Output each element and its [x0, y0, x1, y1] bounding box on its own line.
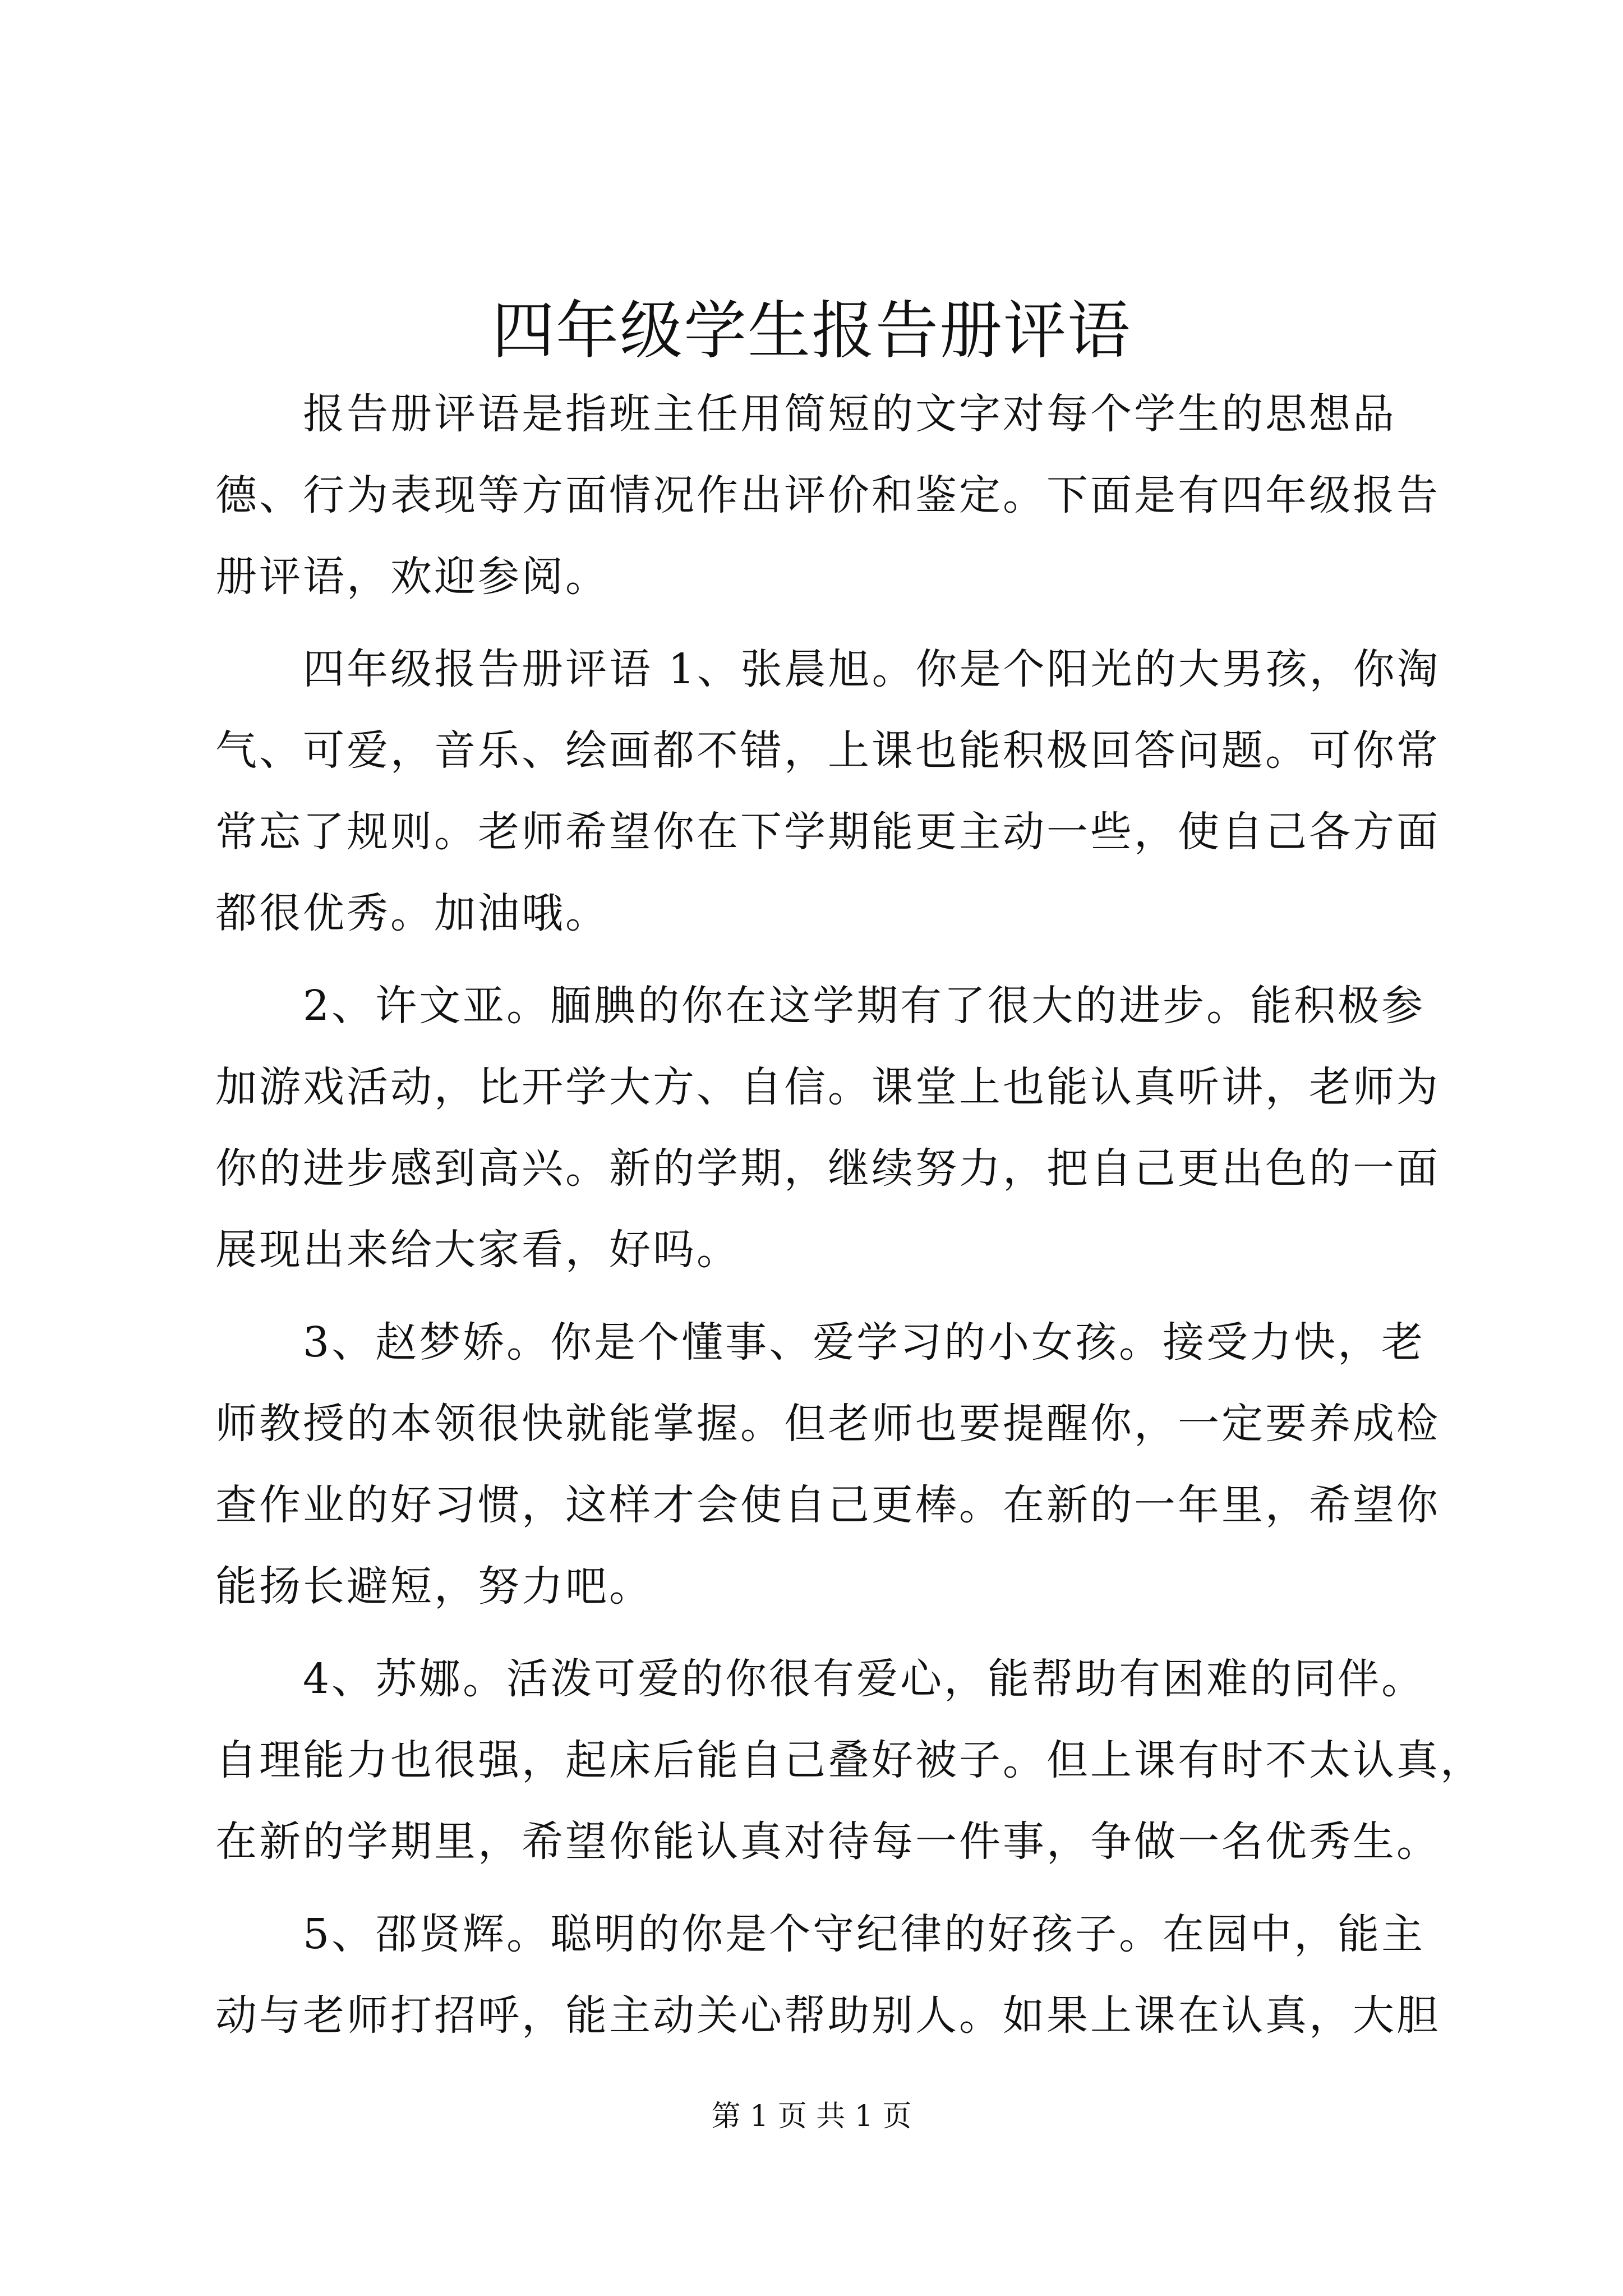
paragraph-line: 在新的学期里，希望你能认真对待每一件事，争做一名优秀生。: [215, 1818, 1440, 1866]
paragraph-line: 都很优秀。加油哦。: [215, 889, 609, 937]
paragraph-line: 自理能力也很强，起床后能自己叠好被子。但上课有时不太认真，: [215, 1736, 1484, 1784]
paragraph-line: 常忘了规则。老师希望你在下学期能更主动一些，使自己各方面: [215, 808, 1440, 856]
paragraph-line: 报告册评语是指班主任用简短的文字对每个学生的思想品: [303, 390, 1396, 438]
paragraph-line: 能扬长避短，努力吧。: [215, 1562, 653, 1611]
document-title: 四年级学生报告册评语: [492, 295, 1131, 367]
paragraph-line: 四年级报告册评语 1、张晨旭。你是个阳光的大男孩，你淘: [303, 645, 1441, 693]
paragraph-line: 册评语，欢迎参阅。: [215, 553, 609, 601]
paragraph-line: 气、可爱，音乐、绘画都不错，上课也能积极回答问题。可你常: [215, 726, 1440, 775]
paragraph-line: 3、赵梦娇。你是个懂事、爱学习的小女孩。接受力快，老: [303, 1318, 1426, 1366]
paragraph-line: 5、邵贤辉。聪明的你是个守纪律的好孩子。在园中，能主: [303, 1910, 1426, 1958]
paragraph-line: 4、苏娜。活泼可爱的你很有爱心，能帮助有困难的同伴。: [303, 1655, 1426, 1703]
paragraph-line: 展现出来给大家看，好吗。: [215, 1226, 740, 1274]
paragraph-line: 动与老师打招呼，能主动关心帮助别人。如果上课在认真，大胆: [215, 1991, 1440, 2040]
paragraph-line: 查作业的好习惯，这样才会使自己更棒。在新的一年里，希望你: [215, 1481, 1440, 1529]
paragraph-line: 加游戏活动，比开学大方、自信。课堂上也能认真听讲，老师为: [215, 1063, 1440, 1111]
paragraph-line: 师教授的本领很快就能掌握。但老师也要提醒你，一定要养成检: [215, 1400, 1440, 1448]
page-number-footer: 第 1 页 共 1 页: [711, 2100, 912, 2133]
paragraph-line: 2、许文亚。腼腆的你在这学期有了很大的进步。能积极参: [303, 982, 1426, 1030]
paragraph-line: 你的进步感到高兴。新的学期，继续努力，把自己更出色的一面: [215, 1144, 1440, 1193]
paragraph-line: 德、行为表现等方面情况作出评价和鉴定。下面是有四年级报告: [215, 471, 1440, 519]
